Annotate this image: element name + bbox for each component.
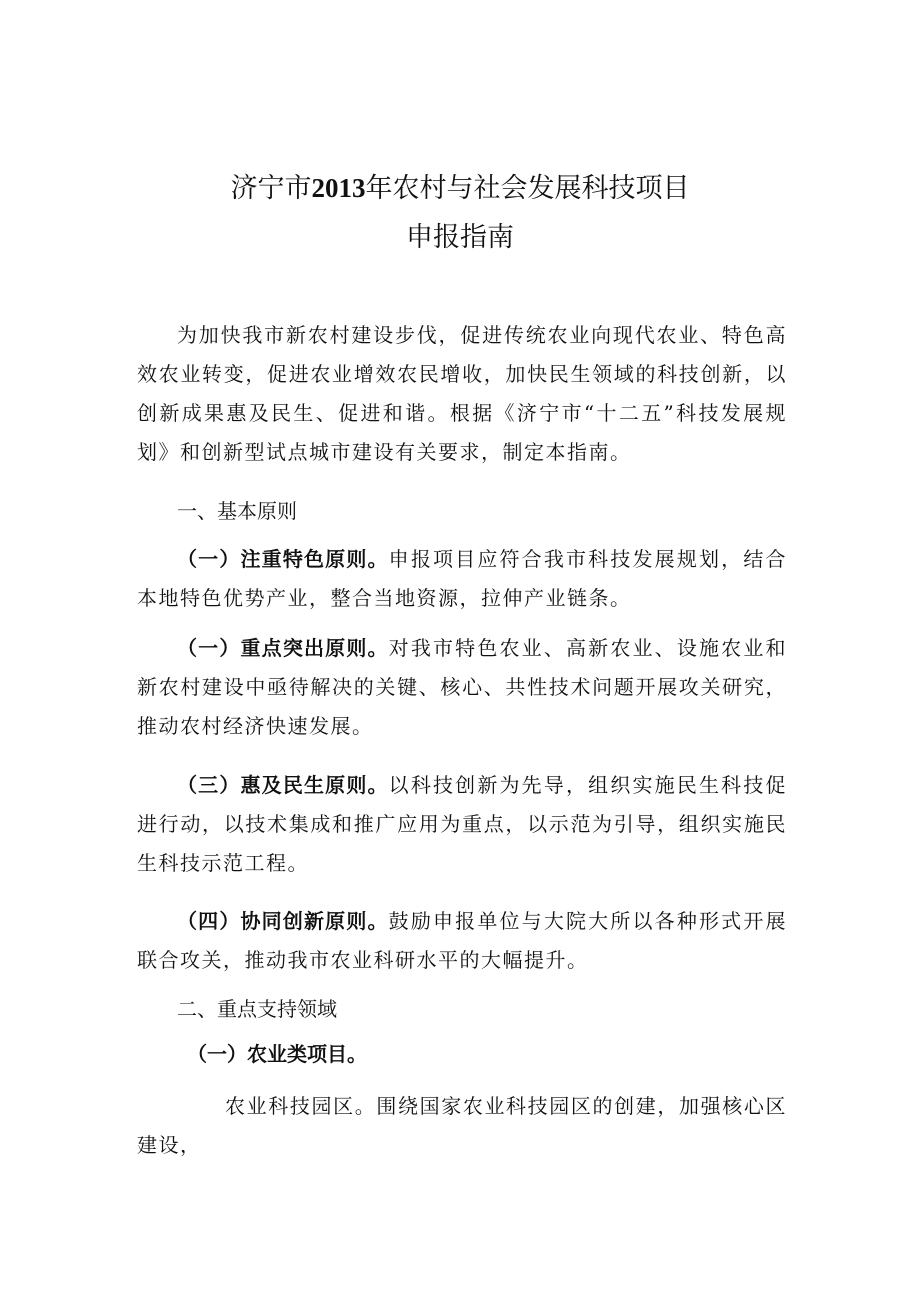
- document-title-line1: [0, 171, 920, 206]
- document-title-line2: 申报指南: [406, 222, 514, 253]
- principle-paragraph: [137, 629, 787, 746]
- principle-paragraph: [137, 766, 787, 883]
- section-heading-basic-principles: 一、基本原则: [177, 499, 297, 523]
- principle-paragraph: [137, 902, 787, 980]
- title-suffix: 年农村与社会发展科技项目: [365, 173, 690, 204]
- principle-text: 对我市特色农业、高新农业、设施农业和新农村建设中亟待解决的关键、核心、共性技术问题开展攻关研究，推动农村经济快速发展。: [137, 636, 788, 738]
- principle-label: （一）重点突出原则。: [177, 636, 389, 660]
- title-prefix: 济宁市: [230, 173, 312, 204]
- principle-text: 鼓励申报单位与大院大所以各种形式开展联合攻关，推动我市农业科研水平的大幅提升。: [137, 909, 788, 972]
- principle-label: （四）协同创新原则。: [177, 909, 389, 933]
- title-year: 2013: [311, 173, 366, 203]
- subsection-heading-agriculture: （一）农业类项目。: [187, 1042, 367, 1066]
- body-paragraph: 农业科技园区。围绕国家农业科技园区的创建，加强核心区建设，: [137, 1094, 787, 1157]
- principle-label: （一）注重特色原则。: [177, 547, 389, 571]
- principle-label: （三）惠及民生原则。: [177, 773, 389, 797]
- section-heading-key-areas: 二、重点支持领域: [177, 997, 337, 1021]
- principle-paragraph: [137, 540, 787, 618]
- principle-text: 申报项目应符合我市科技发展规划，结合本地特色优势产业，整合当地资源，拉伸产业链条。: [137, 547, 788, 610]
- intro-paragraph: 为加快我市新农村建设步伐，促进传统农业向现代农业、特色高效农业转变，促进农业增效农民增收，加快民生领域的科技创新，以创新成果惠及民生、促进和谐。根据《济宁市“十二五”科技发展规划》和创新型试点城市建设有关要求，制定本指南。: [137, 323, 787, 464]
- principle-text: 以科技创新为先导，组织实施民生科技促进行动，以技术集成和推广应用为重点，以示范为引导，组织实施民生科技示范工程。: [137, 773, 788, 875]
